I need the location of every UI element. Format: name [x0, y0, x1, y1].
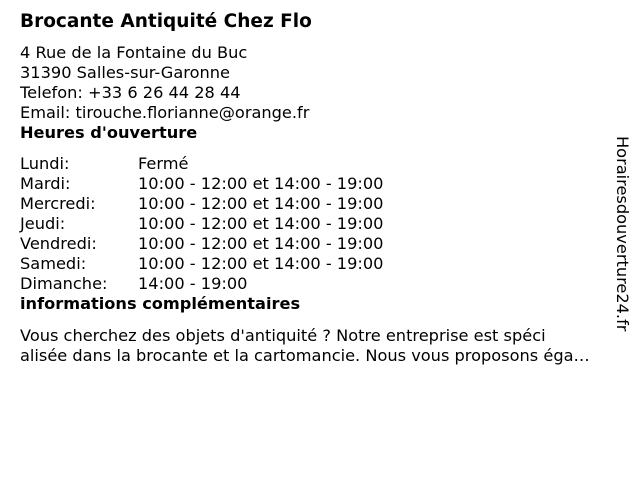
- day-label: Dimanche:: [20, 274, 108, 293]
- business-name: Brocante Antiquité Chez Flo: [20, 11, 312, 32]
- time-value: 10:00 - 12:00 et 14:00 - 19:00: [138, 214, 384, 233]
- time-value: 10:00 - 12:00 et 14:00 - 19:00: [138, 174, 384, 193]
- time-value: 10:00 - 12:00 et 14:00 - 19:00: [138, 254, 384, 273]
- day-label: Vendredi:: [20, 234, 97, 253]
- time-value: Fermé: [138, 154, 189, 173]
- phone-number: Telefon: +33 6 26 44 28 44: [20, 83, 241, 102]
- street-address: 4 Rue de la Fontaine du Buc: [20, 43, 248, 62]
- hours-row-jeudi: [20, 214, 383, 234]
- description-text: [20, 326, 632, 366]
- hours-row-mardi: [20, 174, 383, 194]
- email-address: Email: tirouche.florianne@orange.fr: [20, 103, 310, 122]
- day-label: Jeudi:: [20, 214, 66, 233]
- time-value: 14:00 - 19:00: [138, 274, 248, 293]
- hours-row-vendredi: [20, 234, 383, 254]
- opening-hours-table: [20, 154, 383, 294]
- info-heading: informations complémentaires: [20, 294, 301, 313]
- hours-heading: Heures d'ouverture: [20, 123, 198, 142]
- hours-row-mercredi: [20, 194, 383, 214]
- time-value: 10:00 - 12:00 et 14:00 - 19:00: [138, 234, 384, 253]
- hours-row-samedi: [20, 254, 383, 274]
- time-value: 10:00 - 12:00 et 14:00 - 19:00: [138, 194, 384, 213]
- day-label: Samedi:: [20, 254, 87, 273]
- site-watermark: Horairesdouverture24.fr: [613, 136, 632, 332]
- city-address: 31390 Salles-sur-Garonne: [20, 63, 230, 82]
- day-label: Mardi:: [20, 174, 71, 193]
- hours-row-lundi: [20, 154, 383, 174]
- business-card: [20, 10, 610, 366]
- day-label: Mercredi:: [20, 194, 96, 213]
- contact-block: [20, 43, 610, 123]
- hours-row-dimanche: [20, 274, 383, 294]
- day-label: Lundi:: [20, 154, 70, 173]
- description-line: alisée dans la brocante et la cartomancie. Nous vous proposons éga…: [20, 346, 590, 365]
- description-line: Vous cherchez des objets d'antiquité ? Notre entreprise est spéci: [20, 326, 546, 345]
